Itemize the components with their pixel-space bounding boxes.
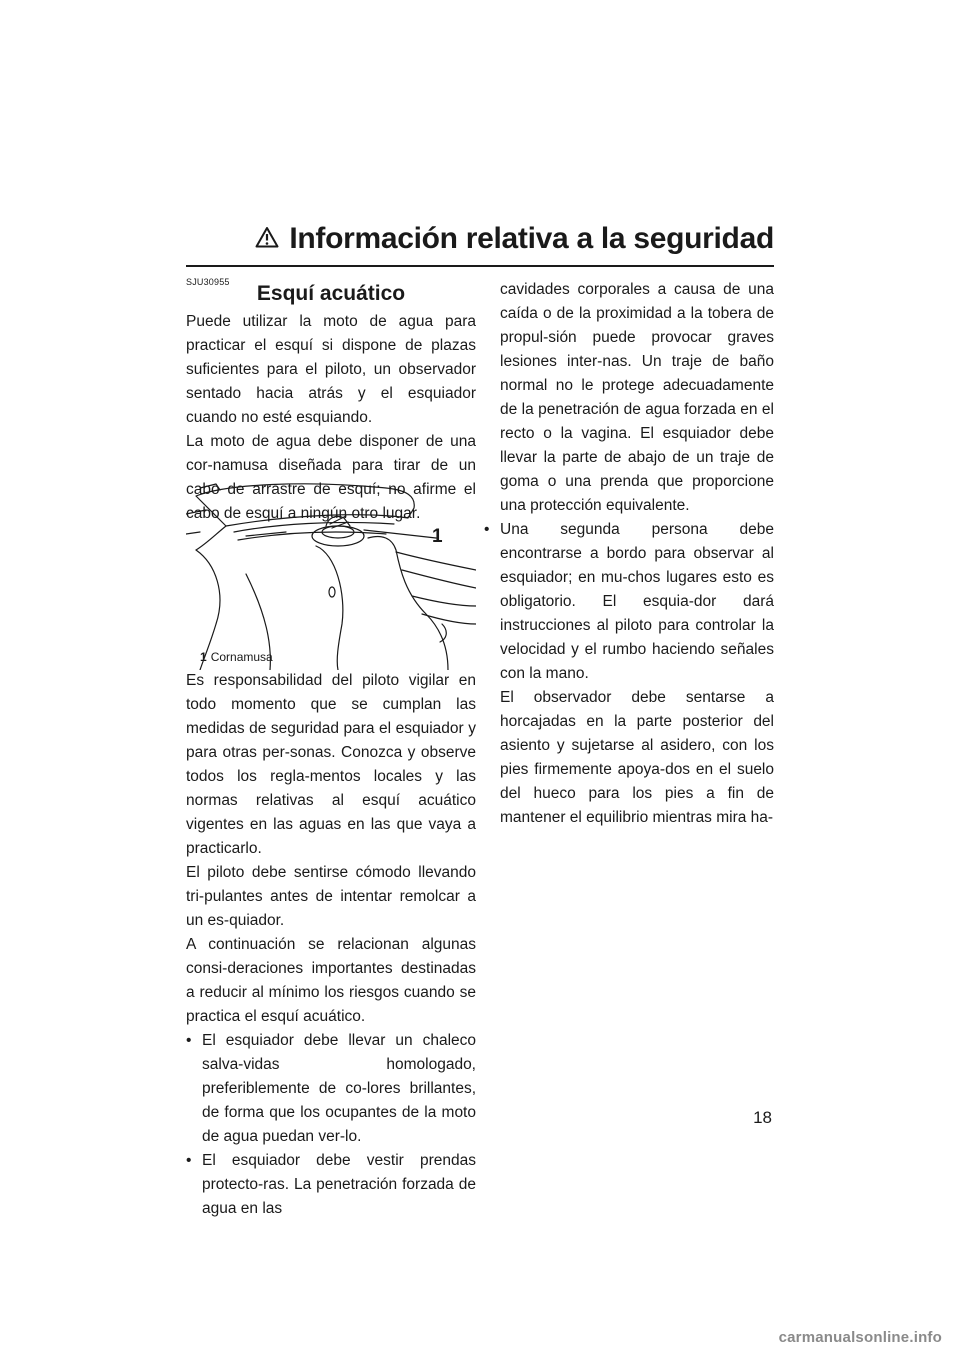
bullet-marker: • — [186, 1032, 192, 1049]
cleat-illustration — [186, 474, 476, 670]
list-item-text: El esquiador debe llevar un chaleco salva-vidas homologado, preferiblemente de co-lores brillantes, de forma que los ocupantes de la moto de agua puedan ver-lo. — [202, 1032, 476, 1145]
list-item-text: Una segunda persona debe encontrarse a bordo para observar al esquiador; en mu-chos lugares esto es obligatorio. El esquia-dor dará instrucciones al piloto para controlar la velocidad y el rumbo haciendo señales con la mano. — [500, 521, 774, 682]
header-title-text: Información relativa a la seguridad — [289, 222, 774, 255]
paragraph: Es responsabilidad del piloto vigilar en todo momento que se cumplan las medidas de seguridad para el esquiador y para otras per-sonas. Conozca y observe todos los regla-mentos locales y las normas relativas al esquí acuático vigentes en las aguas en las que vaya a practicarlo. — [186, 672, 476, 857]
list-item-text: El esquiador debe vestir prendas protecto-ras. La penetración forzada de agua en las — [202, 1152, 476, 1217]
figure-callout-number: 1 — [432, 526, 443, 547]
caption-text: Cornamusa — [210, 650, 273, 664]
paragraph: El observador debe sentarse a horcajadas en la parte posterior del asiento y sujetarse al asidero, con los pies firmemente apoya-dos en el suelo del hueco para los pies a fin de mantener el equilibrio mientras mira ha- — [500, 689, 774, 826]
list-item — [484, 518, 774, 686]
list-item — [186, 1149, 476, 1221]
header-divider — [186, 265, 774, 267]
paragraph: La moto de agua debe disponer de una cor-namusa diseñada para tirar de un cabo de arrastre de esquí; no afirme el cabo de esquí a ningún otro lugar. — [186, 433, 476, 522]
section-code: SJU30955 — [186, 277, 230, 287]
bullet-marker: • — [186, 1152, 192, 1169]
bullet-marker: • — [484, 521, 490, 538]
paragraph: El piloto debe sentirse cómodo llevando tri-pulantes antes de intentar remolcar a un es-quiador. — [186, 864, 476, 929]
left-column-bottom — [186, 669, 476, 1221]
page-header-title — [255, 222, 774, 256]
section-title: Esquí acuático — [256, 282, 406, 305]
right-column — [484, 278, 774, 830]
page-number: 18 — [753, 1108, 772, 1127]
paragraph: A continuación se relacionan algunas consi-deraciones importantes destinadas a reducir al mínimo los riesgos cuando se practica el esquí acuático. — [186, 936, 476, 1025]
paragraph: Puede utilizar la moto de agua para practicar el esquí si dispone de plazas suficientes para el piloto, un observador sentado hacia atrás y el esquiador cuando no esté esquiando. — [186, 313, 476, 426]
warning-triangle-icon — [255, 222, 279, 256]
paragraph: cavidades corporales a causa de una caída o de la proximidad a la tobera de propul-sión puede provocar graves lesiones inter-nas. Un traje de baño normal no le protege adecuadamente de la penetración de agua forzada en el recto o la vagina. El esquiador debe llevar la parte de abajo de un traje de goma o una prenda que proporcione una protección equivalente. — [500, 281, 774, 514]
figure-caption — [200, 650, 273, 664]
caption-number: 1 — [200, 650, 207, 664]
watermark-text: carmanualsonline.info — [778, 1329, 942, 1346]
list-item — [186, 1029, 476, 1149]
